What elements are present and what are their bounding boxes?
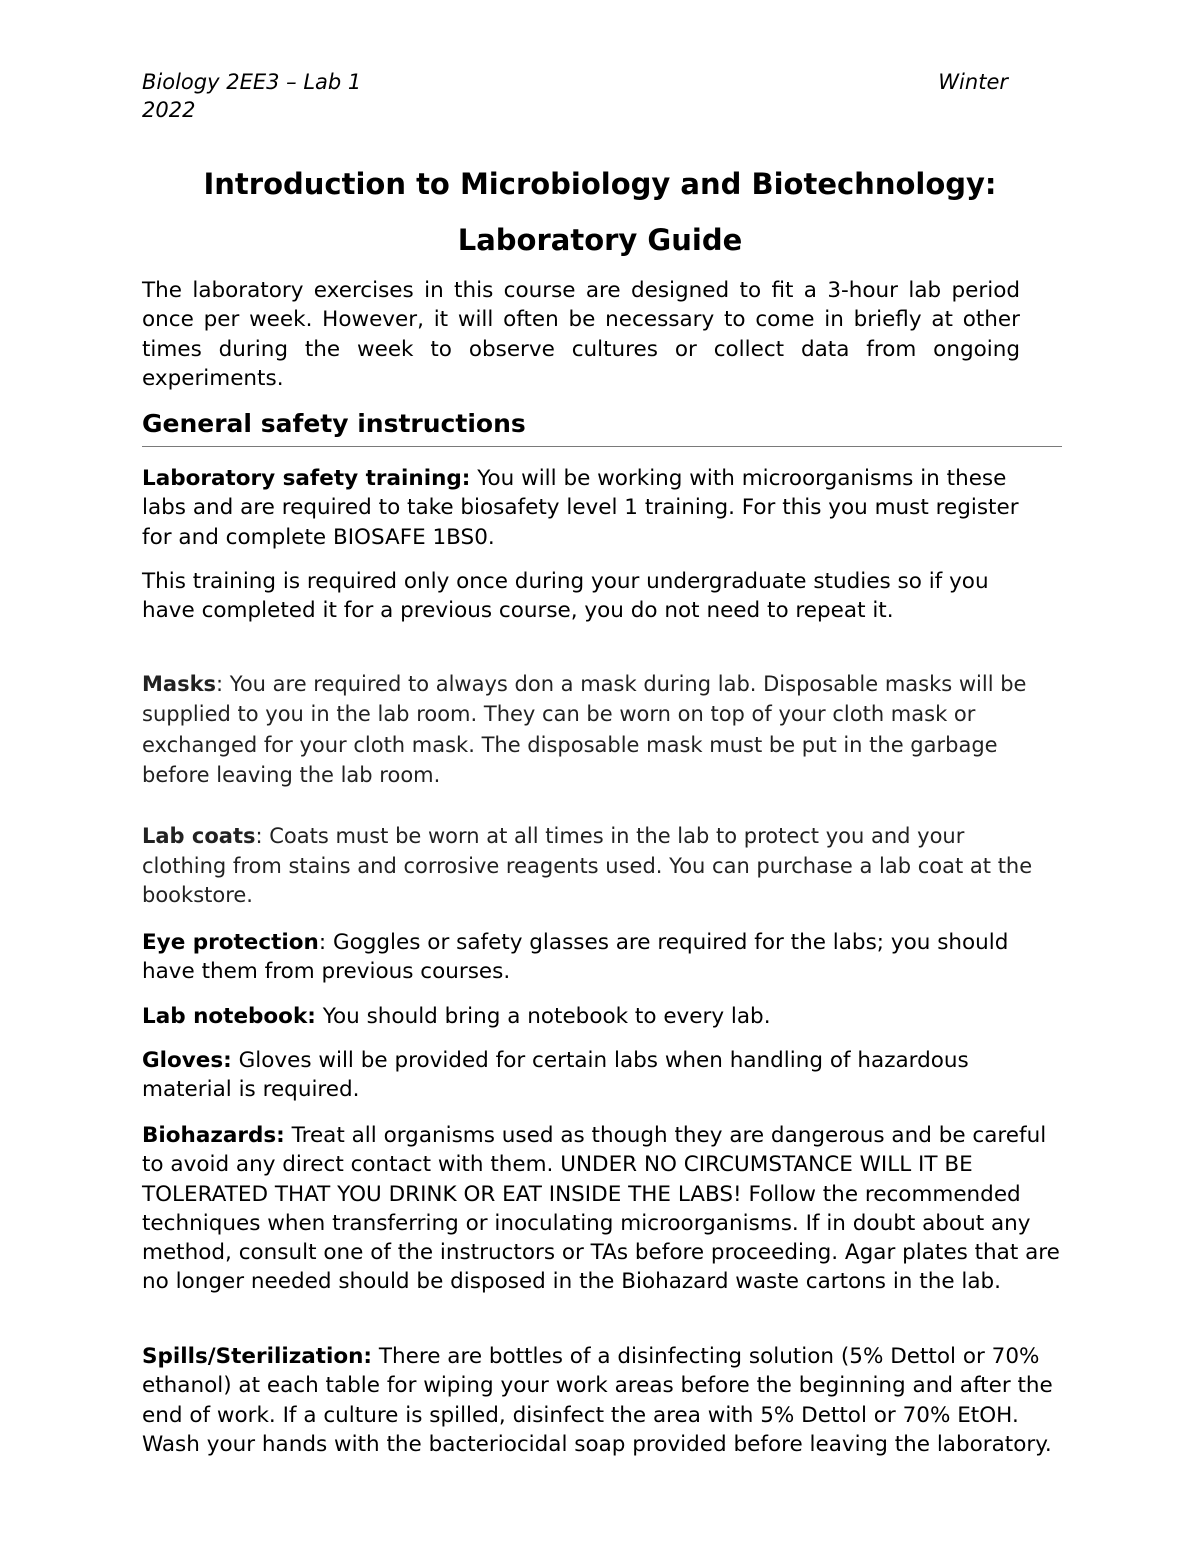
text-lab-notebook: You should bring a notebook to every lab.: [315, 1004, 771, 1029]
paragraph-spills-sterilization: [142, 1342, 1072, 1459]
paragraph-eye-protection: [142, 928, 1042, 987]
paragraph-lab-notebook: [142, 1002, 1042, 1031]
paragraph-gloves: [142, 1046, 1042, 1105]
label-lab-notebook: Lab notebook:: [142, 1004, 316, 1029]
text-spills-sterilization: There are bottles of a disinfecting solution (5% Dettol or 70% ethanol) at each table for wiping your work areas before the beginning and after the end of work. If a culture is spilled, disinfect the area with 5% Dettol or 70% EtOH. Wash your hands with the bacteriocidal soap provided before leaving the laboratory.: [142, 1344, 1053, 1457]
text-masks: : You are required to always don a mask during lab. Disposable masks will be supplied to you in the lab room. They can be worn on top of your cloth mask or exchanged for your cloth mask. The disposable mask must be put in the garbage before leaving the lab room.: [142, 672, 1027, 787]
label-gloves: Gloves:: [142, 1048, 232, 1073]
document-title: Introduction to Microbiology and Biotechnology:: [203, 167, 997, 201]
header-course: Biology 2EE3 – Lab 1: [142, 70, 362, 94]
text-lab-coats: : Coats must be worn at all times in the lab to protect you and your clothing from stains and corrosive reagents used. You can purchase a lab coat at the bookstore.: [142, 824, 1033, 907]
paragraph-biohazards: [142, 1121, 1072, 1297]
text-gloves: Gloves will be provided for certain labs when handling of hazardous material is required.: [142, 1048, 969, 1103]
paragraph-masks: [142, 669, 1042, 790]
paragraph-training-once: This training is required only once during your undergraduate studies so if you have completed it for a previous course, you do not need to repeat it.: [142, 569, 989, 624]
paragraph-safety-training: [142, 464, 1042, 552]
paragraph-lab-coats: [142, 822, 1042, 911]
document-subtitle: Laboratory Guide: [457, 223, 743, 257]
text-safety-training: You will be working with microorganisms in these labs and are required to take biosafety level 1 training. For this you must register for and complete BIOSAFE 1BS0.: [142, 466, 1019, 550]
text-biohazards: Treat all organisms used as though they are dangerous and be careful to avoid any direct contact with them. UNDER NO CIRCUMSTANCE WILL IT BE TOLERATED THAT YOU DRINK OR EAT INSIDE THE LABS! Follow the recommended techniques when transferring or inoculating microorganisms. If in doubt about any method, consult one of the instructors or TAs before proceeding. Agar plates that are no longer needed should be disposed in the Biohazard waste cartons in the lab.: [142, 1123, 1060, 1295]
label-eye-protection: Eye protection: [142, 930, 319, 955]
header-year: 2022: [142, 98, 196, 122]
intro-paragraph: The laboratory exercises in this course are designed to fit a 3-hour lab period once per week. However, it will often be necessary to come in briefly at other times during the week to observe cultures or collect data from ongoing experiments.: [142, 278, 1020, 391]
section-divider: [142, 446, 1062, 447]
label-biohazards: Biohazards:: [142, 1123, 285, 1148]
label-spills-sterilization: Spills/Sterilization:: [142, 1344, 373, 1369]
label-masks: Masks: [142, 672, 217, 696]
label-lab-coats: Lab coats: [142, 824, 256, 848]
text-eye-protection: : Goggles or safety glasses are required for the labs; you should have them from previous courses.: [142, 930, 1009, 985]
section-heading: General safety instructions: [142, 409, 526, 438]
label-safety-training: Laboratory safety training:: [142, 466, 471, 491]
header-term: Winter: [938, 70, 1008, 94]
